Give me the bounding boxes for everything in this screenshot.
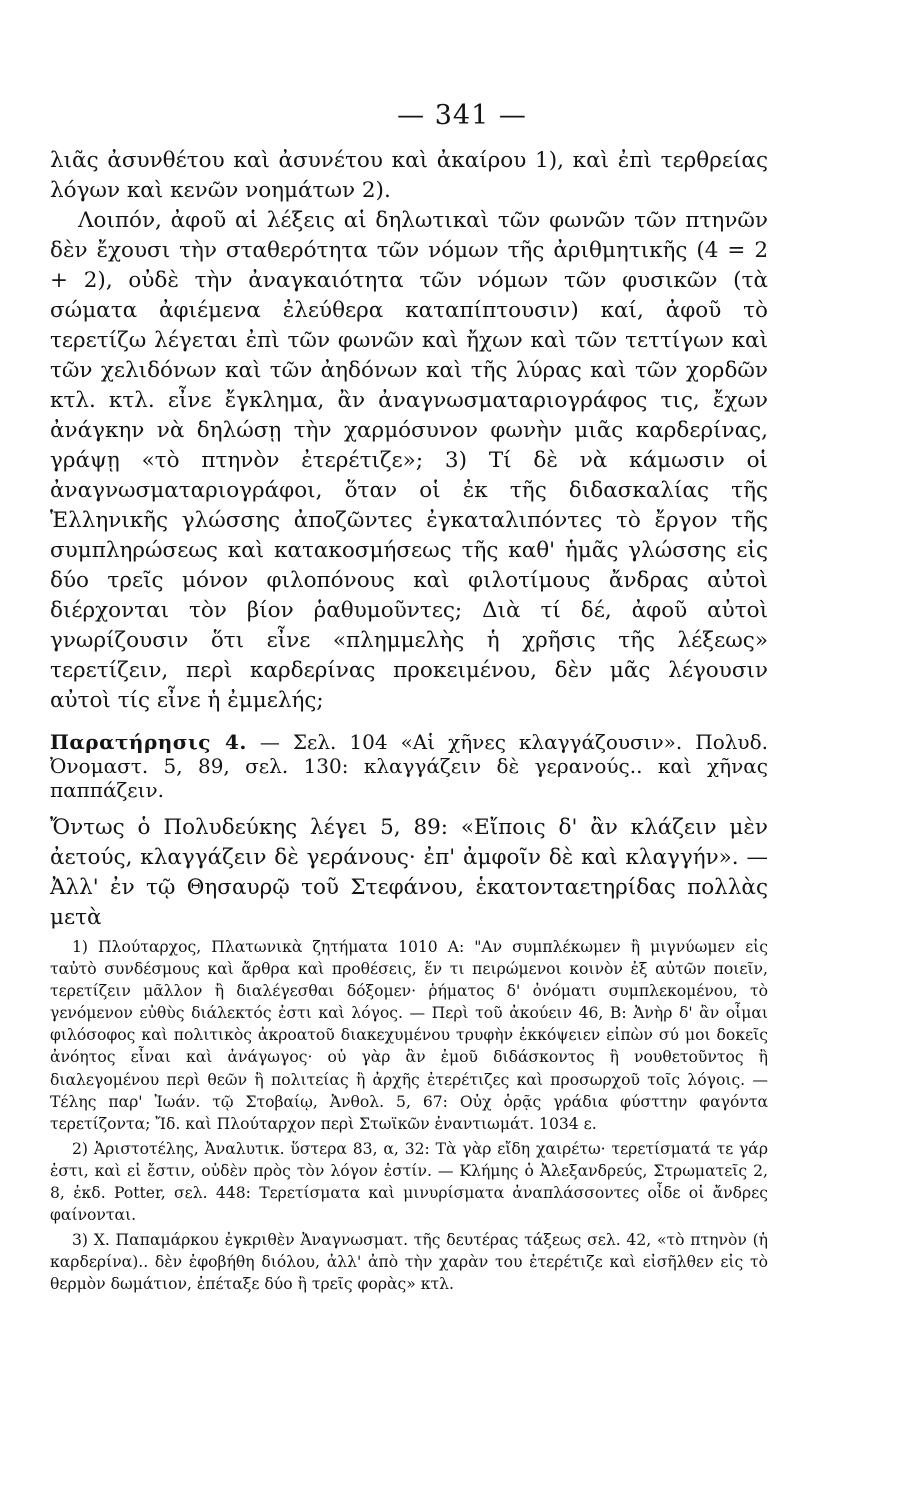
remark-block (50, 730, 768, 802)
remark-text: — Σελ. 104 «Αἱ χῆνες κλαγγάζουσιν». Πολυδ. Ὀνομαστ. 5, 89, σελ. 130: κλαγγάζειν δὲ γερανούς.. καὶ χῆνας παππάζειν. (50, 730, 768, 802)
main-text (50, 146, 768, 716)
footnote: 3) Χ. Παπαμάρκου ἐγκριθὲν Ἀναγνωσματ. τῆς δευτέρας τάξεως σελ. 42, «τὸ πτηνὸν (ἡ καρδερίνα).. δὲν ἐφοβήθη διόλου, ἀλλ' ἀπὸ τὴν χαρὰν του ἐτερέτιζε καὶ εἰσῆλθεν εἰς τὸ θερμὸν δωμάτιον, ἐπέταξε δύο ἢ τρεῖς φορὰς» κτλ. (50, 1231, 768, 1294)
page-number: — 341 — (397, 100, 527, 131)
footnotes (50, 936, 768, 1296)
footnote: 1) Πλούταρχος, Πλατωνικὰ ζητήματα 1010 Α: "Αν συμπλέκωμεν ἢ μιγνύωμεν εἰς ταὐτὸ συνδέσμους καὶ ἄρθρα καὶ προθέσεις, ἕν τι πειρώμενοι κοινὸν ἐξ αὐτῶν ποιεῖν, τερετίζειν μᾶλλον ἢ διαλέγεσθαι δόξομεν· ῥήματος δ' ὀνόματι συμπλεκομένου, τὸ γενόμενον εὐθὺς διάλεκτός ἐστι καὶ λόγος. — Περὶ τοῦ ἀκούειν 46, Β: Ἀνὴρ δ' ἂν οἶμαι φιλόσοφος καὶ πολιτικὸς ἀκροατοῦ διακεχυμένου τρυφὴν ἐκκόψειεν εἰπὼν σύ μοι δοκεῖς ἀνόητος εἶναι καὶ ἀνάγωγος· οὐ γὰρ ἂν ἐμοῦ διδάσκοντος ἢ νουθετοῦντος ἢ διαλεγομένου περὶ θεῶν ἢ πολιτείας ἢ ἀρχῆς ἐτερέτιζες καὶ προσωρχοῦ τοῖς λόγοις. — Τέλης παρ' Ἰωάν. τῷ Στοβαίῳ, Ἀνθολ. 5, 67: Οὐχ ὁρᾷς γράδια φύσττην φαγόντα τερετίζοντα; Ἴδ. καὶ Πλούταρχον περὶ Στωϊκῶν ἐναντιωμάτ. 1034 ε. (50, 938, 768, 1133)
continuation-paragraph: Ὄντως ὁ Πολυδεύκης λέγει 5, 89: «Εἴποις δ' ἂν κλάζειν μὲν ἀετούς, κλαγγάζειν δὲ γεράνους· ἐπ' ἀμφοῖν δὲ καὶ κλαγγήν». — Ἀλλ' ἐν τῷ Θησαυρῷ τοῦ Στεφάνου, ἑκατονταετηρίδας πολλὰς μετὰ (50, 815, 768, 930)
paragraph: Λοιπόν, ἀφοῦ αἱ λέξεις αἱ δηλωτικαὶ τῶν φωνῶν τῶν πτηνῶν δὲν ἔχουσι τὴν σταθερότητα τῶν νόμων τῆς ἀριθμητικῆς (4 = 2 + 2), οὐδὲ τὴν ἀναγκαιότητα τῶν νόμων τῶν φυσικῶν (τὰ σώματα ἀφιέμενα ἐλεύθερα καταπίπτουσιν) καί, ἀφοῦ τὸ τερετίζω λέγεται ἐπὶ τῶν φωνῶν καὶ ἤχων καὶ τῶν τεττίγων καὶ τῶν χελιδόνων καὶ τῶν ἀηδόνων καὶ τῆς λύρας καὶ τῶν χορδῶν κτλ. κτλ. εἶνε ἔγκλημα, ἂν ἀναγνωσματαριογράφος τις, ἔχων ἀνάγκην νὰ δηλώσῃ τὴν χαρμόσυνον φωνὴν μιᾶς καρδερίνας, γράψῃ «τὸ πτηνὸν ἐτερέτιζε»; 3) Τί δὲ νὰ κάμωσιν οἱ ἀναγνωσματαριογράφοι, ὅταν οἱ ἐκ τῆς διδασκαλίας τῆς Ἑλληνικῆς γλώσσης ἀποζῶντες ἐγκαταλιπόντες τὸ ἔργον τῆς συμπληρώσεως καὶ κατακοσμήσεως τῆς καθ' ἡμᾶς γλώσσης εἰς δύο τρεῖς μόνον φιλοπόνους καὶ φιλοτίμους ἄνδρας αὐτοὶ διέρχονται τὸν βίον ῥαθυμοῦντες; Διὰ τί δέ, ἀφοῦ αὐτοὶ γνωρίζουσιν ὅτι εἶνε «πλημμελὴς ἡ χρῆσις τῆς λέξεως» τερετίζειν, περὶ καρδερίνας προκειμένου, δὲν μᾶς λέγουσιν αὐτοὶ τίς εἶνε ἡ ἐμμελής; (50, 208, 768, 713)
paragraph-continued: λιᾶς ἀσυνθέτου καὶ ἀσυνέτου καὶ ἀκαίρου 1), καὶ ἐπὶ τερθρείας λόγων καὶ κενῶν νοημάτων 2). (50, 148, 768, 203)
remark-label: Παρατήρησις 4. (50, 730, 247, 754)
footnote: 2) Ἀριστοτέλης, Ἀναλυτικ. ὕστερα 83, α, 32: Τὰ γὰρ εἴδη χαιρέτω· τερετίσματά τε γάρ ἐστι, καὶ εἰ ἔστιν, οὐδὲν πρὸς τὸν λόγον ἐστίν. — Κλήμης ὁ Ἀλεξανδρεύς, Στρωματεῖς 2, 8, ἐκδ. Potter, σελ. 448: Τερετίσματα καὶ μινυρίσματα ἀναπλάσσοντες οἶδε οἱ ἄνδρες φαίνονται. (50, 1139, 768, 1225)
